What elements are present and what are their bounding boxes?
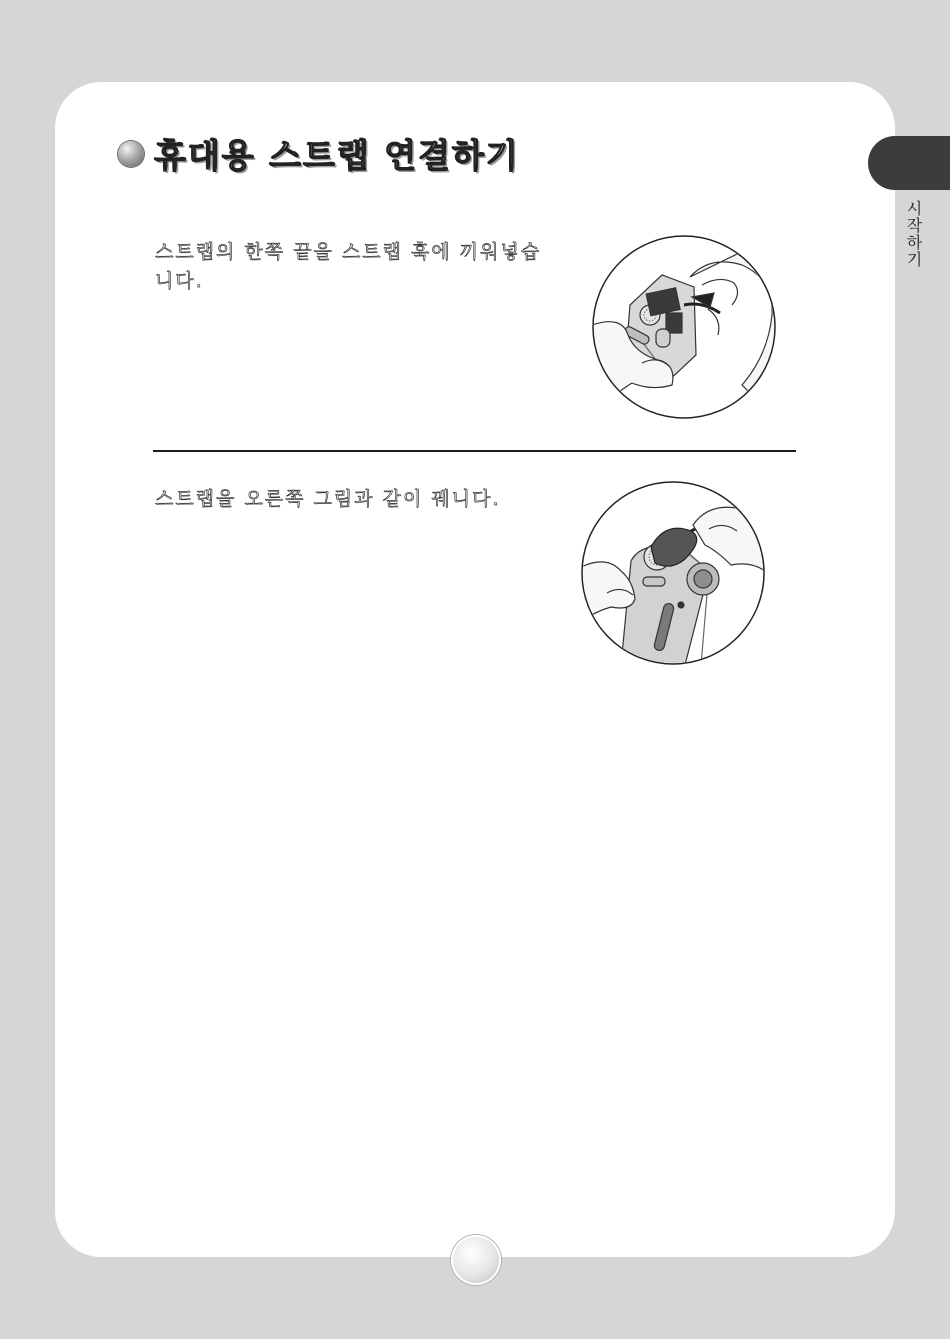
step-1-text: 스트랩의 한쪽 끝을 스트랩 훅에 끼워넣습니다. [155,241,542,292]
title-bullet-icon [118,141,144,167]
section-divider [153,450,796,452]
step-2-text: 스트랩을 오른쪽 그림과 같이 꿰니다. [155,488,501,510]
chapter-tab-label: 시작하기 [904,200,923,268]
title-block [118,130,520,177]
chapter-tab [868,136,950,190]
strap-hook-illustration [592,235,776,419]
page-title: 휴대용 스트랩 연결하기 [154,136,520,175]
strap-loop-illustration [581,481,765,665]
page-number-badge [451,1235,501,1285]
